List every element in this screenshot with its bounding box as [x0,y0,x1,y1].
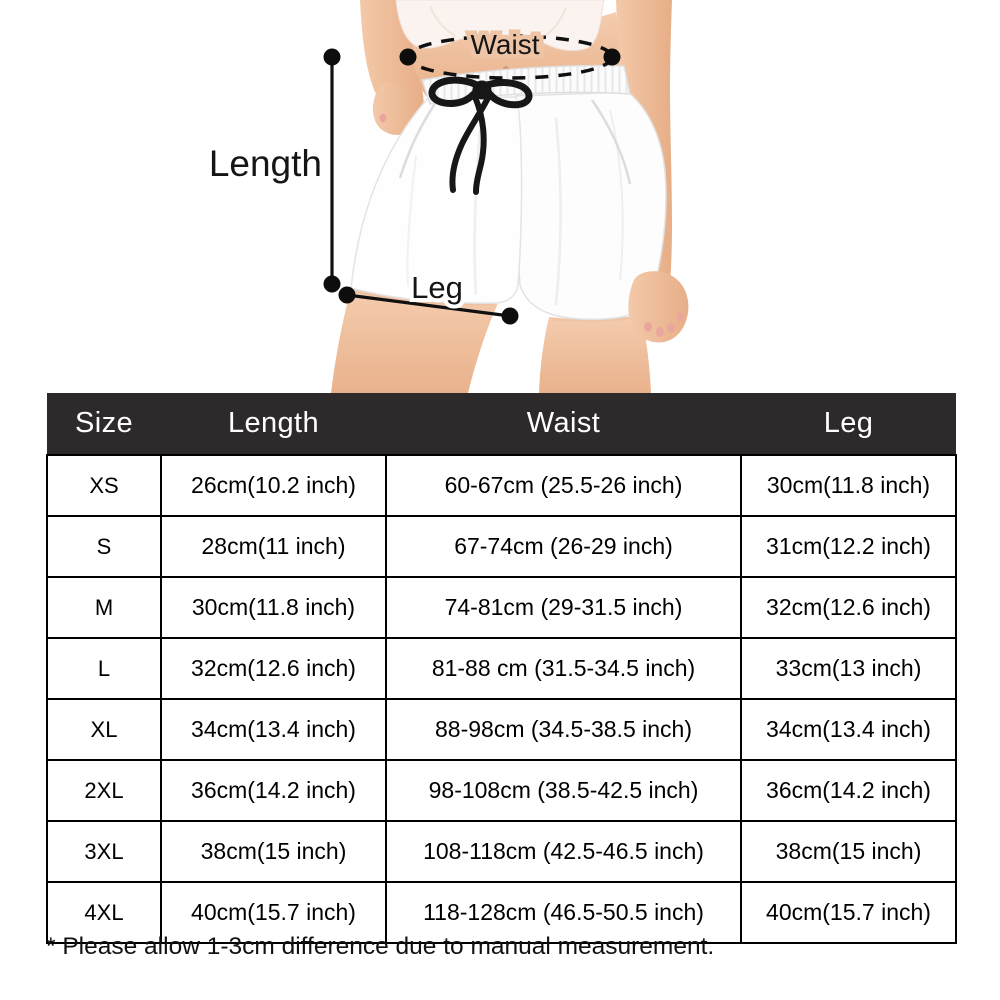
leg-label: Leg [411,270,463,305]
cell-leg: 30cm(11.8 inch) [741,455,956,516]
measurement-note: * Please allow 1-3cm difference due to manual measurement. [46,933,715,960]
right-hand [628,271,688,342]
cell-waist: 81-88 cm (31.5-34.5 inch) [386,638,741,699]
header-size: Size [47,393,161,455]
table-row-l [47,638,956,699]
table-row-xs [47,455,956,516]
cell-length: 36cm(14.2 inch) [161,760,386,821]
cell-size: XS [47,455,161,516]
cell-leg: 31cm(12.2 inch) [741,516,956,577]
table-row-xl [47,699,956,760]
product-photo [0,0,1000,393]
header-length: Length [161,393,386,455]
header-leg: Leg [741,393,956,455]
leg-endpoint-dot [339,287,356,304]
cell-leg: 40cm(15.7 inch) [741,882,956,943]
size-table-header-row [47,393,956,455]
cell-waist: 88-98cm (34.5-38.5 inch) [386,699,741,760]
fingernail [644,322,652,332]
cell-size: L [47,638,161,699]
cell-leg: 34cm(13.4 inch) [741,699,956,760]
cell-length: 30cm(11.8 inch) [161,577,386,638]
fingernail [667,323,675,333]
cell-waist: 118-128cm (46.5-50.5 inch) [386,882,741,943]
cell-size: M [47,577,161,638]
table-row-m [47,577,956,638]
table-row-s [47,516,956,577]
cell-length: 34cm(13.4 inch) [161,699,386,760]
cell-length: 26cm(10.2 inch) [161,455,386,516]
waist-endpoint-dot [400,49,417,66]
cell-size: 3XL [47,821,161,882]
cell-length: 40cm(15.7 inch) [161,882,386,943]
fingernail [656,327,664,337]
cell-size: XL [47,699,161,760]
measurement-diagram [0,0,1000,393]
header-waist: Waist [386,393,741,455]
length-endpoint-dot [324,49,341,66]
cell-waist: 98-108cm (38.5-42.5 inch) [386,760,741,821]
fingernail [677,313,684,322]
leg-endpoint-dot [502,308,519,325]
cell-length: 38cm(15 inch) [161,821,386,882]
cell-leg: 32cm(12.6 inch) [741,577,956,638]
table-row-3xl [47,821,956,882]
cell-leg: 36cm(14.2 inch) [741,760,956,821]
cell-leg: 33cm(13 inch) [741,638,956,699]
waist-label: Waist [470,29,540,60]
length-annotation [209,49,341,293]
cell-length: 28cm(11 inch) [161,516,386,577]
waist-endpoint-dot [604,49,621,66]
cell-size: S [47,516,161,577]
table-row-2xl [47,760,956,821]
cell-waist: 60-67cm (25.5-26 inch) [386,455,741,516]
cell-waist: 74-81cm (29-31.5 inch) [386,577,741,638]
cell-leg: 38cm(15 inch) [741,821,956,882]
size-table [46,393,957,944]
cell-size: 2XL [47,760,161,821]
length-label: Length [208,143,322,184]
cell-size: 4XL [47,882,161,943]
length-endpoint-dot [324,276,341,293]
cell-length: 32cm(12.6 inch) [161,638,386,699]
left-thumb-nail [380,114,387,123]
cell-waist: 108-118cm (42.5-46.5 inch) [386,821,741,882]
cell-waist: 67-74cm (26-29 inch) [386,516,741,577]
